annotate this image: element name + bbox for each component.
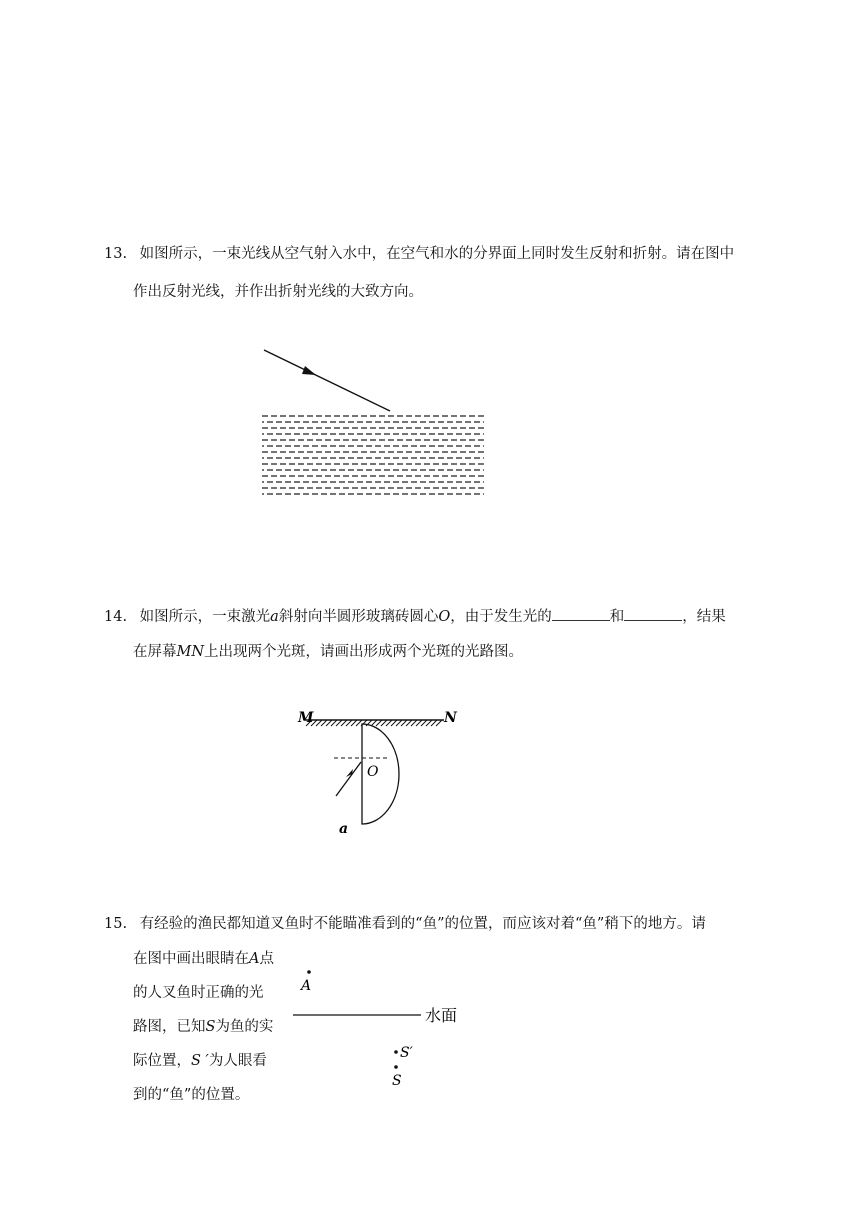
question-13-line-2: 作出反射光线，并作出折射光线的大致方向。 (133, 284, 423, 300)
question-number: 14. (104, 609, 128, 625)
label-a: a (339, 821, 349, 837)
question-15: 15. 有经验的渔民都知道叉鱼时不能瞄准看到的“鱼”的位置，而应该对着“鱼”稍下的地方。请 (104, 916, 706, 932)
label-a-point: A (301, 978, 312, 994)
question-14-line-2: 在屏幕MN上出现两个光斑，请画出形成两个光斑的光路图。 (133, 644, 524, 660)
label-s-prime: S′ (400, 1045, 413, 1061)
question-15-line-6: 到的“鱼”的位置。 (133, 1087, 250, 1103)
figure-15-fish-spearing (0, 960, 860, 1100)
label-n: N (444, 710, 457, 726)
question-text: 如图所示，一束光线从空气射入水中，在空气和水的分界面上同时发生反射和折射。请在图中 (139, 246, 735, 262)
question-number: 15. (104, 916, 128, 932)
answer-blank-1[interactable] (552, 606, 610, 621)
figure-14-semicircle-glass (0, 700, 860, 840)
arrow-head-icon (302, 366, 316, 375)
question-number: 13. (104, 246, 128, 262)
point-s (394, 1065, 398, 1069)
label-s: S (392, 1073, 402, 1089)
label-m: M (298, 710, 314, 726)
point-s-prime (394, 1050, 398, 1054)
question-13 (104, 244, 734, 264)
answer-blank-2[interactable] (624, 606, 682, 621)
question-15-line-4: 路图，已知S为鱼的实 (133, 1019, 274, 1035)
water-hatching (262, 416, 484, 494)
label-water-surface: 水面 (425, 1006, 458, 1025)
question-15-line-3: 的人叉鱼时正确的光 (133, 985, 264, 1001)
point-a (307, 970, 311, 974)
question-15-line-2: 在图中画出眼睛在A点 (133, 951, 274, 967)
figure-13-light-into-water (0, 330, 860, 550)
label-o: O (367, 764, 379, 780)
incident-ray (264, 350, 390, 411)
question-15-line-5: 际位置，S ′为人眼看 (133, 1053, 267, 1069)
arrow-head-icon (346, 769, 353, 777)
laser-ray-a (336, 762, 361, 796)
question-14: 14. 如图所示，一束激光a斜射向半圆形玻璃砖圆心O，由于发生光的 和 ，结果 (104, 606, 726, 627)
screen-hatching (306, 720, 442, 726)
